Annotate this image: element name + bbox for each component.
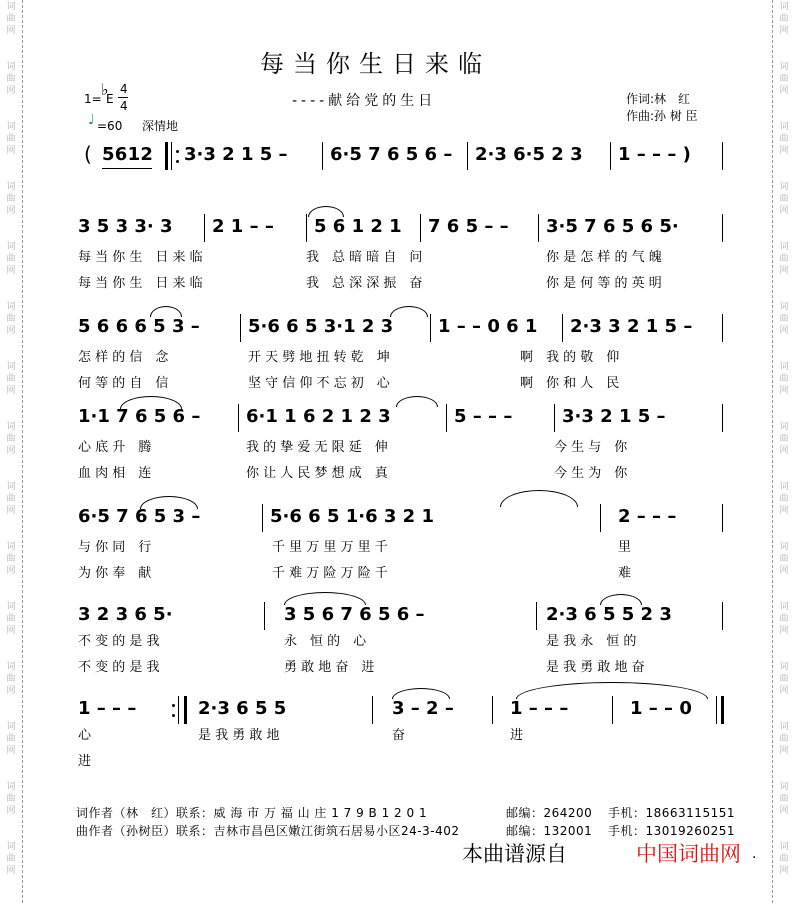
watermark-glyph: 曲 (6, 314, 16, 324)
bar-line (722, 314, 723, 342)
lyric-verse-1: 与 你 同 行 (78, 540, 152, 555)
lyric-verse-1: 永 恒 的 心 (284, 634, 367, 649)
repeat-dot (176, 160, 179, 163)
bar-line (262, 504, 263, 532)
lyric-verse-2: 你 让 人 民 梦 想 成 真 (246, 466, 388, 481)
underline (102, 168, 152, 169)
composer-postcode: 邮编：132001 (506, 824, 593, 838)
watermark-glyph: 曲 (6, 434, 16, 444)
watermark-glyph: 曲 (779, 494, 789, 504)
lyricist-phone: 手机：18663115151 (608, 806, 735, 820)
watermark-glyph: 网 (779, 326, 789, 336)
source-dot: . (752, 846, 757, 862)
repeat-dot (176, 150, 179, 153)
watermark-glyph: 网 (6, 806, 16, 816)
watermark-glyph: 网 (6, 146, 16, 156)
watermark-glyph: 曲 (6, 674, 16, 684)
time-signature-bottom: 4 (120, 99, 128, 113)
watermark-glyph: 词 (6, 542, 16, 552)
bar-line (538, 214, 539, 242)
watermark-glyph: 网 (6, 626, 16, 636)
lyric-verse-2: 每 当 你 生 日 来 临 (78, 276, 203, 291)
final-bar (721, 696, 724, 724)
lyric-verse-2: 难 (618, 566, 632, 581)
watermark-glyph: 词 (779, 362, 789, 372)
lyric-verse-2: 何 等 的 自 信 (78, 376, 169, 391)
score-line-2 (0, 310, 795, 400)
lyric-verse-2: 我 总 深 深 振 奋 (306, 276, 423, 291)
measure: 1 – – – (78, 698, 137, 719)
measure: 2 1 – – (212, 216, 274, 237)
repeat-bar-thin (171, 142, 172, 170)
score-line-3 (0, 400, 795, 490)
slur (500, 490, 578, 507)
lyricist-contact: 词作者（林 红）联系：威 海 市 万 福 山 庄 1 7 9 B 1 2 0 1 (76, 806, 428, 820)
watermark-glyph: 网 (6, 266, 16, 276)
watermark-glyph: 网 (779, 266, 789, 276)
bar-line (600, 504, 601, 532)
intro-open-paren: ( (84, 142, 92, 166)
repeat-bar-thin (178, 696, 179, 724)
watermark-glyph: 曲 (779, 854, 789, 864)
lyric-verse-1: 怎 样 的 信 念 (78, 350, 169, 365)
watermark-glyph: 词 (779, 542, 789, 552)
watermark-glyph: 词 (779, 482, 789, 492)
bar-line (238, 404, 239, 432)
bar-line (492, 696, 493, 724)
bar-line (722, 142, 723, 170)
watermark-glyph: 曲 (6, 494, 16, 504)
key-label: 1= (84, 92, 102, 106)
lyric-verse-1: 是 我 永 恒 的 (546, 634, 637, 649)
bar-line (554, 404, 555, 432)
watermark-glyph: 网 (779, 206, 789, 216)
bar-line (204, 214, 205, 242)
watermark-glyph: 曲 (6, 254, 16, 264)
composer-credit: 作曲:孙 树 臣 (626, 109, 698, 123)
lyric-verse-1: 我 的 挚 爱 无 限 延 伸 (246, 440, 388, 455)
watermark-glyph: 网 (6, 566, 16, 576)
measure: 3 2 3 6 5· (78, 604, 173, 625)
watermark-glyph: 曲 (6, 14, 16, 24)
song-subtitle: ----献给党的生日 (292, 93, 437, 109)
measure: 5 6 1 2 1 (314, 216, 402, 237)
repeat-dot (172, 714, 175, 717)
watermark-glyph: 网 (6, 506, 16, 516)
measure: 3 5 3 3· 3 (78, 216, 173, 237)
time-signature-divider (118, 97, 128, 98)
watermark-glyph: 词 (779, 722, 789, 732)
intro-measure-0: 5 6 1 2 (102, 144, 150, 165)
bar-line (722, 404, 723, 432)
bar-line (322, 142, 323, 170)
watermark-glyph: 网 (779, 566, 789, 576)
lyric-verse-2: 啊 你 和 人 民 (520, 376, 620, 391)
watermark-glyph: 网 (779, 866, 789, 876)
lyric-verse-2: 不 变 的 是 我 (78, 660, 160, 675)
measure: 3·5 7 6 5 6 5· (546, 216, 679, 237)
measure: 3 5 6 7 6 5 6 – (284, 604, 425, 625)
lyric-verse-2: 为 你 奉 献 (78, 566, 152, 581)
watermark-glyph: 曲 (6, 794, 16, 804)
watermark-glyph: 网 (779, 86, 789, 96)
lyric-verse-1: 开 天 劈 地 扭 转 乾 坤 (248, 350, 390, 365)
lyricist-postcode: 邮编：264200 (506, 806, 593, 820)
watermark-glyph: 网 (779, 806, 789, 816)
watermark-glyph: 曲 (779, 434, 789, 444)
lyric-verse-1: 进 (510, 728, 524, 743)
watermark-glyph: 词 (6, 242, 16, 252)
bar-line (722, 214, 723, 242)
measure: 1 – – 0 6 1 (438, 316, 538, 337)
watermark-glyph: 曲 (779, 374, 789, 384)
watermark-glyph: 网 (779, 446, 789, 456)
lyric-verse-2: 是 我 勇 敢 地 奋 (546, 660, 645, 675)
watermark-glyph: 词 (779, 122, 789, 132)
composer-contact: 曲作者（孙树臣）联系：吉林市昌邑区嫩江街筑石居易小区24-3-402 (76, 824, 460, 838)
watermark-glyph: 网 (6, 446, 16, 456)
measure: 2·3 6 5 5 (198, 698, 287, 719)
watermark-glyph: 曲 (779, 674, 789, 684)
watermark-glyph: 曲 (779, 314, 789, 324)
quarter-note-icon: ♩ (88, 112, 95, 128)
lyric-verse-1: 不 变 的 是 我 (78, 634, 160, 649)
tempo-value: =60 (97, 119, 123, 133)
lyric-verse-2: 千 难 万 险 万 险 千 (272, 566, 388, 581)
time-signature-top: 4 (120, 82, 128, 96)
measure: 7 6 5 – – (428, 216, 509, 237)
watermark-glyph: 词 (6, 842, 16, 852)
watermark-glyph: 曲 (779, 794, 789, 804)
watermark-glyph: 词 (779, 782, 789, 792)
measure: 3·3 2 1 5 – (562, 406, 666, 427)
bar-line (264, 602, 265, 630)
watermark-glyph: 曲 (6, 74, 16, 84)
watermark-glyph: 网 (6, 686, 16, 696)
watermark-glyph: 词 (779, 602, 789, 612)
lyric-verse-1: 里 (618, 540, 632, 555)
measure: 5·6 6 5 3·1 2 3 (248, 316, 394, 337)
lyric-verse-1: 心 底 升 腾 (78, 440, 152, 455)
intro-measure-3: 2·3 6·5 2 3 (475, 144, 583, 165)
watermark-glyph: 网 (6, 866, 16, 876)
watermark-glyph: 词 (6, 362, 16, 372)
bar-line (612, 696, 613, 724)
watermark-glyph: 网 (779, 386, 789, 396)
watermark-glyph: 网 (779, 626, 789, 636)
intro-measure-1: 3·3 2 1 5 – (184, 144, 288, 165)
lyric-verse-1: 心 (78, 728, 92, 743)
source-label: 本曲谱源自 (462, 842, 567, 866)
lyric-verse-2: 勇 敢 地 奋 进 (284, 660, 375, 675)
lyric-verse-1: 每 当 你 生 日 来 临 (78, 250, 203, 265)
watermark-glyph: 曲 (6, 194, 16, 204)
measure: 6·5 7 6 5 3 – (78, 506, 201, 527)
lyric-verse-2: 坚 守 信 仰 不 忘 初 心 (248, 376, 390, 391)
measure: 1 – – 0 (630, 698, 692, 719)
watermark-glyph: 曲 (779, 134, 789, 144)
bar-line (722, 504, 723, 532)
watermark-glyph: 词 (779, 242, 789, 252)
final-bar-thin (716, 696, 717, 724)
watermark-glyph: 词 (6, 302, 16, 312)
watermark-glyph: 词 (6, 722, 16, 732)
score-line-4 (0, 500, 795, 590)
lyric-verse-2: 你 是 何 等 的 英 明 (546, 276, 662, 291)
watermark-glyph: 网 (6, 206, 16, 216)
lyric-verse-1: 啊 我 的 敬 仰 (520, 350, 620, 365)
expression-mark: 深情地 (142, 119, 179, 133)
measure: 5 6 6 6 5 3 – (78, 316, 200, 337)
watermark-glyph: 网 (779, 146, 789, 156)
repeat-bar (165, 142, 168, 170)
lyric-verse-1: 奋 (392, 728, 406, 743)
watermark-glyph: 词 (6, 2, 16, 12)
watermark-glyph: 曲 (779, 74, 789, 84)
intro-measure-4: 1 – – – ) (618, 144, 691, 165)
watermark-glyph: 网 (779, 746, 789, 756)
source-site-link[interactable]: 中国词曲网 (636, 842, 741, 866)
composer-phone: 手机：13019260251 (608, 824, 735, 838)
lyric-verse-1: 千 里 万 里 万 里 千 (272, 540, 388, 555)
watermark-glyph: 词 (6, 482, 16, 492)
lyricist-credit: 作词:林 红 (626, 92, 691, 106)
measure: 6·1 1 6 2 1 2 3 (246, 406, 391, 427)
watermark-glyph: 曲 (779, 14, 789, 24)
key-note: E (106, 92, 114, 106)
watermark-glyph: 词 (6, 602, 16, 612)
repeat-bar (184, 696, 187, 724)
bar-line (430, 314, 431, 342)
watermark-glyph: 词 (6, 122, 16, 132)
measure: 2 – – – (618, 506, 677, 527)
watermark-glyph: 网 (6, 86, 16, 96)
bar-line (372, 696, 373, 724)
watermark-glyph: 词 (6, 662, 16, 672)
watermark-glyph: 网 (779, 686, 789, 696)
watermark-glyph: 网 (6, 386, 16, 396)
bar-line (467, 142, 468, 170)
watermark-glyph: 网 (6, 26, 16, 36)
watermark-glyph: 词 (779, 842, 789, 852)
bar-line (420, 214, 421, 242)
bar-line (240, 314, 241, 342)
watermark-glyph: 词 (779, 182, 789, 192)
watermark-glyph: 网 (779, 506, 789, 516)
score-line-6 (0, 692, 795, 772)
watermark-glyph: 词 (779, 662, 789, 672)
watermark-glyph: 网 (6, 746, 16, 756)
song-title: 每当你生日来临 (260, 50, 491, 78)
watermark-glyph: 曲 (6, 374, 16, 384)
watermark-glyph: 曲 (6, 554, 16, 564)
watermark-glyph: 曲 (779, 254, 789, 264)
watermark-glyph: 词 (779, 2, 789, 12)
watermark-glyph: 词 (6, 782, 16, 792)
measure: 1 – – – (510, 698, 569, 719)
watermark-glyph: 曲 (6, 134, 16, 144)
watermark-glyph: 词 (779, 302, 789, 312)
slur (390, 306, 428, 317)
watermark-glyph: 词 (6, 422, 16, 432)
measure: 1·1 7 6 5 6 – (78, 406, 201, 427)
bar-line (306, 214, 307, 242)
watermark-glyph: 曲 (6, 734, 16, 744)
watermark-glyph: 词 (6, 62, 16, 72)
watermark-glyph: 曲 (779, 194, 789, 204)
lyric-verse-2: 今 生 为 你 (554, 466, 628, 481)
bar-line (536, 602, 537, 630)
measure: 5 – – – (454, 406, 513, 427)
watermark-glyph: 曲 (6, 854, 16, 864)
lyric-verse-1: 今 生 与 你 (554, 440, 628, 455)
lyric-verse-1: 我 总 暗 暗 自 问 (306, 250, 423, 265)
bar-line (610, 142, 611, 170)
lyric-verse-2: 血 肉 相 连 (78, 466, 152, 481)
repeat-dot (172, 704, 175, 707)
watermark-glyph: 曲 (779, 554, 789, 564)
lyric-verse-1: 你 是 怎 样 的 气 魄 (546, 250, 662, 265)
bar-line (562, 314, 563, 342)
measure: 5·6 6 5 1·6 3 2 1 (270, 506, 434, 527)
watermark-glyph: 网 (6, 326, 16, 336)
measure: 2·3 6 5 5 2 3 (546, 604, 672, 625)
intro-staff (0, 140, 795, 172)
watermark-glyph: 曲 (779, 614, 789, 624)
watermark-glyph: 网 (779, 26, 789, 36)
measure: 3 – 2 – (392, 698, 454, 719)
watermark-glyph: 曲 (779, 734, 789, 744)
bar-line (722, 602, 723, 630)
watermark-glyph: 曲 (6, 614, 16, 624)
score-line-5 (0, 598, 795, 688)
watermark-glyph: 词 (779, 62, 789, 72)
watermark-glyph: 词 (6, 182, 16, 192)
intro-measure-2: 6·5 7 6 5 6 – (330, 144, 453, 165)
measure: 2·3 3 2 1 5 – (570, 316, 693, 337)
flat-icon: ♭ (101, 80, 109, 99)
lyric-verse-2: 进 (78, 754, 92, 769)
bar-line (446, 404, 447, 432)
score-line-1 (0, 210, 795, 300)
watermark-glyph: 词 (779, 422, 789, 432)
lyric-verse-1: 是 我 勇 敢 地 (198, 728, 280, 743)
